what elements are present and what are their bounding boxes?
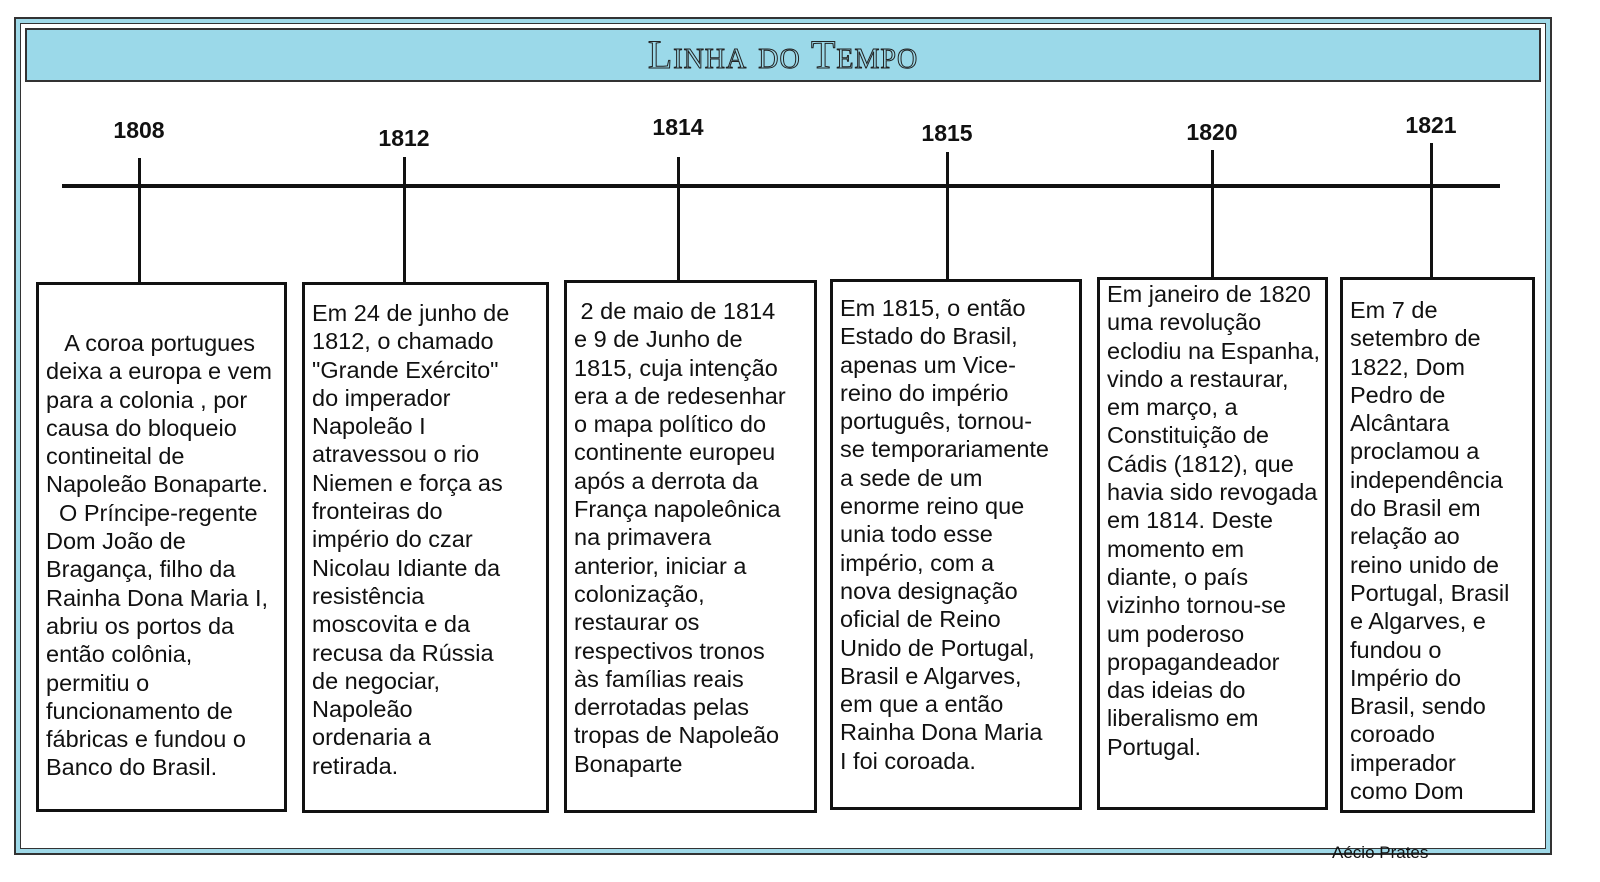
author-credit: Aécio Prates	[1332, 843, 1429, 862]
event-description: Em 24 de junho de 1812, o chamado "Grande Exército" do imperador Napoleão I atravessou o rio Niemen e força as fronteiras do império do czar Nicolau Idiante da resistência moscovita e da recusa da Rússia de negociar, Napoleão ordenaria a retirada.	[312, 300, 510, 779]
page-title: Linha do Tempo	[647, 32, 919, 77]
event-description: Em 7 de setembro de 1822, Dom Pedro de Alcântara proclamou a independência do Brasil em relação ao reino unido de Portugal, Brasil e Algarves, e fundou o Império do Brasil, sendo coroado imperador como Dom	[1350, 297, 1510, 805]
event-box	[36, 282, 287, 812]
timeline-tick	[1430, 143, 1433, 279]
event-box	[1097, 277, 1328, 810]
timeline-tick	[403, 157, 406, 284]
event-description: Em 1815, o então Estado do Brasil, apenas um Vice- reino do império português, tornou- se temporariamente a sede de um enorme reino que unia todo esse império, com a nova designação oficial de Reino Unido de Portugal, Brasil e Algarves, em que a então Rainha Dona Maria I foi coroada.	[840, 295, 1049, 774]
event-box	[1340, 277, 1535, 813]
title-banner	[25, 28, 1541, 82]
event-year: 1808	[113, 117, 165, 143]
timeline-tick	[1211, 150, 1214, 279]
event-year: 1815	[921, 120, 973, 146]
event-description: A coroa portugues deixa a europa e vem para a colonia , por causa do bloqueio contineital de Napoleão Bonaparte. O Príncipe-regente Dom João de Bragança, filho da Rainha Dona Maria I, abriu os portos da então colônia, permitiu o funcionamento de fábricas e fundou o Banco do Brasil.	[46, 330, 273, 781]
event-year: 1814	[652, 114, 704, 140]
timeline-tick	[138, 158, 141, 284]
timeline-axis	[62, 184, 1500, 188]
event-year: 1820	[1186, 119, 1238, 145]
timeline-tick	[677, 157, 680, 282]
event-description: Em janeiro de 1820 uma revolução eclodiu na Espanha, vindo a restaurar, em março, a Constituição de Cádis (1812), que havia sido revogada em 1814. Deste momento em diante, o país vizinho tornou-se um poderoso propagandeador das ideias do liberalismo em Portugal.	[1107, 281, 1320, 760]
timeline-tick	[946, 152, 949, 281]
event-box	[564, 280, 817, 813]
event-year: 1812	[378, 125, 430, 151]
event-description: 2 de maio de 1814 e 9 de Junho de 1815, cuja intenção era a de redesenhar o mapa político do continente europeu após a derrota da França napoleônica na primavera anterior, iniciar a colonização, restaurar os respectivos tronos às famílias reais derrotadas pelas tropas de Napoleão Bonaparte	[574, 298, 786, 777]
event-box	[302, 282, 549, 813]
event-year: 1821	[1405, 112, 1457, 138]
event-box	[830, 279, 1082, 810]
